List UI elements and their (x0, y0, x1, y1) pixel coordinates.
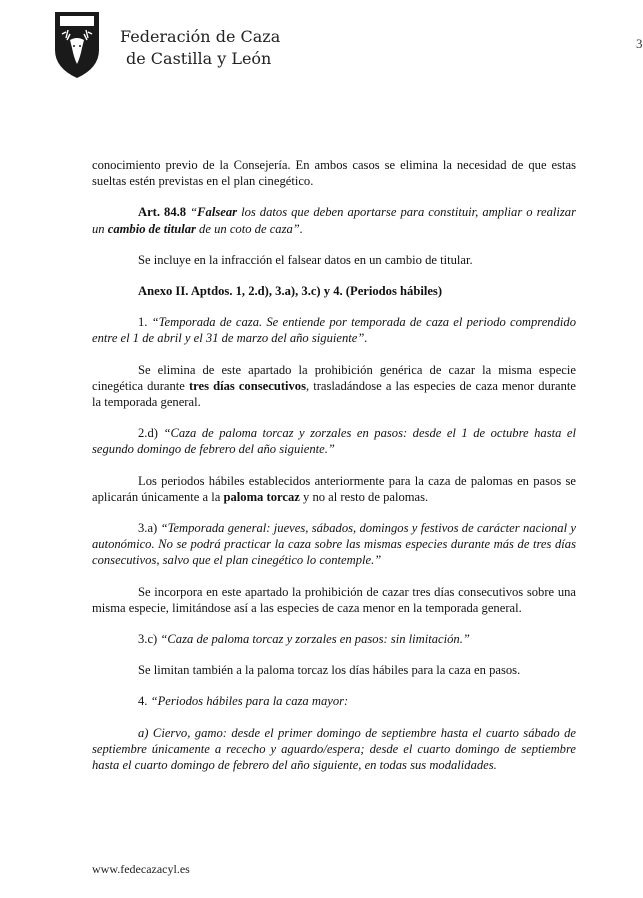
item-number: 2.d) (138, 426, 164, 441)
text-part: Los periodos hábiles establecidos anteriormente para la caza de palomas en pasos se aplicarán únicamente a la (92, 473, 576, 504)
footer-website[interactable]: www.fedecazacyl.es (92, 862, 190, 876)
paragraph-13 (92, 693, 576, 709)
paragraph-8 (92, 473, 576, 505)
paragraph-11 (92, 631, 576, 647)
item-quote: “Temporada general: jueves, sábados, domingos y festivos de carácter nacional y autonómico. No se podrá practicar la caza sobre las mismas especies durante más de tres días consecutivos, salvo que el plan cinegético lo contemple.” (92, 521, 576, 568)
item-quote: “Temporada de caza. Se entiende por temporada de caza el periodo comprendido entre el 1 de abril y el 31 de marzo del año siguiente”. (92, 315, 576, 346)
federation-logo (52, 10, 102, 80)
bold-term: tres días consecutivos (188, 378, 307, 393)
text-part: Se elimina de este apartado la prohibición genérica de cazar la misma especie cinegética durante (92, 362, 576, 393)
paragraph-7 (92, 425, 576, 457)
paragraph-art-84-8 (92, 204, 576, 236)
org-name-line2: de Castilla y León (126, 49, 272, 68)
document-body (92, 157, 576, 788)
item-number: 3.c) (138, 632, 161, 647)
item-number: 1. (138, 315, 152, 330)
text-part: , trasladándose a las especies de caza menor durante la temporada general. (92, 378, 576, 410)
item-number: 3.a) (138, 521, 161, 536)
section-heading: Anexo II. Aptdos. 1, 2.d), 3.a), 3.c) y 4. (Periodos hábiles) (138, 284, 443, 299)
item-quote: “Caza de paloma torcaz y zorzales en pasos: sin limitación.” (160, 632, 470, 647)
item-number: 4. (138, 694, 151, 709)
page-header (52, 10, 643, 86)
text-part: y no al resto de palomas. (299, 489, 429, 504)
paragraph-1: conocimiento previo de la Consejería. En ambos casos se elimina la necesidad de que estas sueltas estén previstas en el plan cinegético. (92, 158, 576, 189)
paragraph-6 (92, 362, 576, 411)
paragraph-9 (92, 520, 576, 569)
cambio-term: cambio de titular (107, 221, 196, 236)
article-ref: Art. 84.8 (138, 205, 187, 220)
quote-open: “ (190, 205, 198, 220)
paragraph-12: Se limitan también a la paloma torcaz los días hábiles para la caza en pasos. (138, 663, 521, 678)
quote-text-1: los datos que deben aportarse para constituir, ampliar o realizar un (92, 205, 576, 236)
paragraph-5 (92, 314, 576, 346)
paragraph-10: Se incorpora en este apartado la prohibición de cazar tres días consecutivos sobre una misma especie, limitándose así a las especies de caza menor en la temporada general. (92, 584, 576, 615)
item-quote: “Caza de paloma torcaz y zorzales en pasos: desde el 1 de octubre hasta el segundo domingo de febrero del año siguiente.” (92, 426, 576, 457)
paragraph-14 (92, 725, 576, 774)
page-number: 3 (636, 36, 643, 51)
item-quote: “Periodos hábiles para la caza mayor: (150, 694, 349, 709)
org-name-line1: Federación de Caza (120, 27, 281, 46)
bold-term: paloma torcaz (223, 489, 300, 504)
organization-name (120, 26, 280, 70)
quote-text-2: de un coto de caza”. (195, 221, 303, 236)
paragraph-3: Se incluye en la infracción el falsear datos en un cambio de titular. (138, 252, 473, 267)
falsear-term: Falsear (197, 205, 238, 220)
item-quote: a) Ciervo, gamo: desde el primer domingo de septiembre hasta el cuarto sábado de septiembre únicamente a rececho y aguardo/espera; desde el cuarto domingo de septiembre hasta el cuarto domingo de febrero del año siguiente, en todas sus modalidades. (92, 725, 576, 773)
